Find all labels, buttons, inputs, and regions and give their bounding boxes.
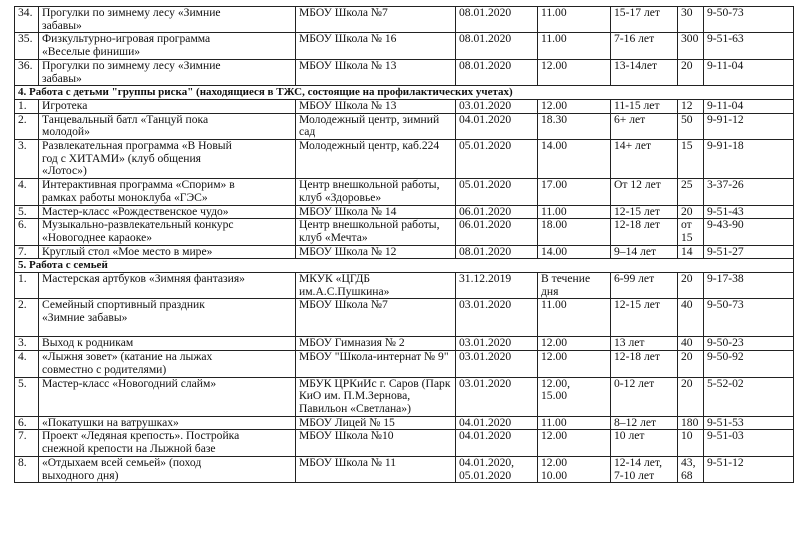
- row-number-cell: 5.: [15, 377, 39, 416]
- date-cell: 08.01.2020: [456, 59, 538, 85]
- table-row: [15, 205, 794, 219]
- date-cell: 04.01.2020: [456, 113, 538, 139]
- event-name-cell: Проект «Ледяная крепость». Постройка снежной крепости на Лыжной базе: [39, 430, 296, 456]
- row-number-cell: 1.: [15, 99, 39, 113]
- phone-cell: 3-37-26: [704, 179, 794, 205]
- participant-count-cell: 43, 68: [678, 456, 704, 482]
- age-group-cell: 0-12 лет: [611, 377, 678, 416]
- age-group-cell: 6-99 лет: [611, 273, 678, 299]
- date-cell: 08.01.2020: [456, 7, 538, 33]
- participant-count-cell: 12: [678, 99, 704, 113]
- participant-count-cell: 20: [678, 273, 704, 299]
- event-name-cell: Круглый стол «Мое место в мире»: [39, 245, 296, 259]
- age-group-cell: 6+ лет: [611, 113, 678, 139]
- row-number-cell: 34.: [15, 7, 39, 33]
- row-number-cell: 36.: [15, 59, 39, 85]
- age-group-cell: 12-18 лет: [611, 219, 678, 245]
- venue-cell: Центр внешкольной работы, клуб «Мечта»: [296, 219, 456, 245]
- table-row: [15, 337, 794, 351]
- event-name-cell: Физкультурно-игровая программа «Веселые финиши»: [39, 33, 296, 59]
- phone-cell: 9-51-43: [704, 205, 794, 219]
- event-name-cell: Интерактивная программа «Спорим» в рамках работы моноклуба «ГЭС»: [39, 179, 296, 205]
- phone-cell: 9-51-27: [704, 245, 794, 259]
- venue-cell: МБОУ Школа № 13: [296, 59, 456, 85]
- phone-cell: 9-11-04: [704, 99, 794, 113]
- age-group-cell: 15-17 лет: [611, 7, 678, 33]
- row-number-cell: 1.: [15, 273, 39, 299]
- venue-cell: МБОУ Школа № 11: [296, 456, 456, 482]
- table-row: [15, 416, 794, 430]
- event-name-cell: Прогулки по зимнему лесу «Зимние забавы»: [39, 7, 296, 33]
- row-number-cell: 5.: [15, 205, 39, 219]
- event-name-cell: «Лыжня зовет» (катание на лыжах совместно с родителями): [39, 351, 296, 377]
- venue-cell: МБОУ Школа №10: [296, 430, 456, 456]
- time-cell: 12.00 10.00: [538, 456, 611, 482]
- event-name-cell: Развлекательная программа «В Новый год с ХИТАМИ» (клуб общения «Лотос»): [39, 140, 296, 179]
- age-group-cell: 12-15 лет: [611, 205, 678, 219]
- date-cell: 03.01.2020: [456, 377, 538, 416]
- table-row: [15, 179, 794, 205]
- time-cell: 12.00: [538, 59, 611, 85]
- participant-count-cell: 50: [678, 113, 704, 139]
- section-title: 5. Работа с семьей: [15, 259, 794, 273]
- age-group-cell: 12-14 лет, 7-10 лет: [611, 456, 678, 482]
- phone-cell: 9-51-03: [704, 430, 794, 456]
- phone-cell: 9-50-92: [704, 351, 794, 377]
- phone-cell: 5-52-02: [704, 377, 794, 416]
- date-cell: 05.01.2020: [456, 179, 538, 205]
- row-number-cell: 3.: [15, 337, 39, 351]
- time-cell: 12.00: [538, 99, 611, 113]
- date-cell: 08.01.2020: [456, 245, 538, 259]
- phone-cell: 9-51-63: [704, 33, 794, 59]
- row-number-cell: 4.: [15, 351, 39, 377]
- phone-cell: 9-91-18: [704, 140, 794, 179]
- row-number-cell: 7.: [15, 430, 39, 456]
- event-name-cell: Мастер-класс «Рождественское чудо»: [39, 205, 296, 219]
- venue-cell: МБОУ Школа № 14: [296, 205, 456, 219]
- participant-count-cell: 30: [678, 7, 704, 33]
- event-name-cell: Мастер-класс «Новогодний слайм»: [39, 377, 296, 416]
- age-group-cell: От 12 лет: [611, 179, 678, 205]
- venue-cell: МБОУ Лицей № 15: [296, 416, 456, 430]
- phone-cell: 9-51-12: [704, 456, 794, 482]
- table-row: [15, 273, 794, 299]
- phone-cell: 9-50-73: [704, 7, 794, 33]
- row-number-cell: 6.: [15, 219, 39, 245]
- age-group-cell: 12-18 лет: [611, 351, 678, 377]
- participant-count-cell: 20: [678, 59, 704, 85]
- row-number-cell: 6.: [15, 416, 39, 430]
- table-row: [15, 99, 794, 113]
- time-cell: 12.00: [538, 430, 611, 456]
- row-number-cell: 2.: [15, 113, 39, 139]
- date-cell: 04.01.2020: [456, 430, 538, 456]
- table-row: [15, 33, 794, 59]
- table-row: [15, 7, 794, 33]
- venue-cell: МБУК ЦРКиИс г. Саров (Парк КиО им. П.М.Зернова, Павильон «Светлана»): [296, 377, 456, 416]
- participant-count-cell: 20: [678, 377, 704, 416]
- phone-cell: 9-50-73: [704, 299, 794, 337]
- event-name-cell: «Покатушки на ватрушках»: [39, 416, 296, 430]
- age-group-cell: 13-14лет: [611, 59, 678, 85]
- event-name-cell: Игротека: [39, 99, 296, 113]
- age-group-cell: 9–14 лет: [611, 245, 678, 259]
- date-cell: 31.12.2019: [456, 273, 538, 299]
- time-cell: 11.00: [538, 7, 611, 33]
- participant-count-cell: 10: [678, 430, 704, 456]
- section-title: 4. Работа с детьми "группы риска" (находящиеся в ТЖС, состоящие на профилактических учетах): [15, 86, 794, 100]
- event-name-cell: Семейный спортивный праздник «Зимние забавы»: [39, 299, 296, 337]
- event-name-cell: Мастерская артбуков «Зимняя фантазия»: [39, 273, 296, 299]
- date-cell: 08.01.2020: [456, 33, 538, 59]
- event-name-cell: «Отдыхаем всей семьей» (поход выходного дня): [39, 456, 296, 482]
- time-cell: 18.30: [538, 113, 611, 139]
- participant-count-cell: 180: [678, 416, 704, 430]
- participant-count-cell: 20: [678, 351, 704, 377]
- time-cell: 12.00: [538, 337, 611, 351]
- venue-cell: МБОУ Школа № 16: [296, 33, 456, 59]
- time-cell: 11.00: [538, 33, 611, 59]
- date-cell: 03.01.2020: [456, 337, 538, 351]
- age-group-cell: 7-16 лет: [611, 33, 678, 59]
- table-body: [15, 7, 794, 483]
- phone-cell: 9-17-38: [704, 273, 794, 299]
- venue-cell: МКУК «ЦГДБ им.А.С.Пушкина»: [296, 273, 456, 299]
- age-group-cell: 14+ лет: [611, 140, 678, 179]
- events-table: [14, 6, 794, 483]
- time-cell: 11.00: [538, 416, 611, 430]
- time-cell: 12.00, 15.00: [538, 377, 611, 416]
- time-cell: 11.00: [538, 299, 611, 337]
- venue-cell: МБОУ Школа №7: [296, 299, 456, 337]
- participant-count-cell: 40: [678, 299, 704, 337]
- row-number-cell: 3.: [15, 140, 39, 179]
- table-row: [15, 456, 794, 482]
- row-number-cell: 7.: [15, 245, 39, 259]
- age-group-cell: 10 лет: [611, 430, 678, 456]
- table-row: [15, 113, 794, 139]
- venue-cell: МБОУ Школа № 13: [296, 99, 456, 113]
- table-row: [15, 219, 794, 245]
- date-cell: 06.01.2020: [456, 205, 538, 219]
- event-name-cell: Прогулки по зимнему лесу «Зимние забавы»: [39, 59, 296, 85]
- table-row: [15, 377, 794, 416]
- time-cell: 17.00: [538, 179, 611, 205]
- phone-cell: 9-50-23: [704, 337, 794, 351]
- date-cell: 03.01.2020: [456, 99, 538, 113]
- venue-cell: Центр внешкольной работы, клуб «Здоровье»: [296, 179, 456, 205]
- participant-count-cell: 40: [678, 337, 704, 351]
- table-row: [15, 140, 794, 179]
- phone-cell: 9-43-90: [704, 219, 794, 245]
- age-group-cell: 11-15 лет: [611, 99, 678, 113]
- venue-cell: МБОУ Школа №7: [296, 7, 456, 33]
- table-row: [15, 59, 794, 85]
- section-header-row: [15, 259, 794, 273]
- date-cell: 04.01.2020, 05.01.2020: [456, 456, 538, 482]
- event-name-cell: Танцевальный батл «Танцуй пока молодой»: [39, 113, 296, 139]
- time-cell: 12.00: [538, 351, 611, 377]
- participant-count-cell: 15: [678, 140, 704, 179]
- table-row: [15, 245, 794, 259]
- event-name-cell: Выход к родникам: [39, 337, 296, 351]
- time-cell: 14.00: [538, 140, 611, 179]
- time-cell: 11.00: [538, 205, 611, 219]
- participant-count-cell: 300: [678, 33, 704, 59]
- age-group-cell: 12-15 лет: [611, 299, 678, 337]
- section-header-row: [15, 86, 794, 100]
- event-name-cell: Музыкально-развлекательный конкурс «Новогоднее караоке»: [39, 219, 296, 245]
- venue-cell: МБОУ "Школа-интернат № 9": [296, 351, 456, 377]
- age-group-cell: 8–12 лет: [611, 416, 678, 430]
- phone-cell: 9-91-12: [704, 113, 794, 139]
- phone-cell: 9-51-53: [704, 416, 794, 430]
- table-row: [15, 351, 794, 377]
- venue-cell: Молодежный центр, каб.224: [296, 140, 456, 179]
- date-cell: 03.01.2020: [456, 351, 538, 377]
- venue-cell: МБОУ Школа № 12: [296, 245, 456, 259]
- time-cell: В течение дня: [538, 273, 611, 299]
- date-cell: 03.01.2020: [456, 299, 538, 337]
- participant-count-cell: 25: [678, 179, 704, 205]
- age-group-cell: 13 лет: [611, 337, 678, 351]
- phone-cell: 9-11-04: [704, 59, 794, 85]
- row-number-cell: 2.: [15, 299, 39, 337]
- date-cell: 06.01.2020: [456, 219, 538, 245]
- venue-cell: МБОУ Гимназия № 2: [296, 337, 456, 351]
- participant-count-cell: от 15: [678, 219, 704, 245]
- row-number-cell: 4.: [15, 179, 39, 205]
- table-row: [15, 430, 794, 456]
- table-row: [15, 299, 794, 337]
- venue-cell: Молодежный центр, зимний сад: [296, 113, 456, 139]
- participant-count-cell: 14: [678, 245, 704, 259]
- time-cell: 18.00: [538, 219, 611, 245]
- row-number-cell: 35.: [15, 33, 39, 59]
- date-cell: 04.01.2020: [456, 416, 538, 430]
- date-cell: 05.01.2020: [456, 140, 538, 179]
- participant-count-cell: 20: [678, 205, 704, 219]
- row-number-cell: 8.: [15, 456, 39, 482]
- time-cell: 14.00: [538, 245, 611, 259]
